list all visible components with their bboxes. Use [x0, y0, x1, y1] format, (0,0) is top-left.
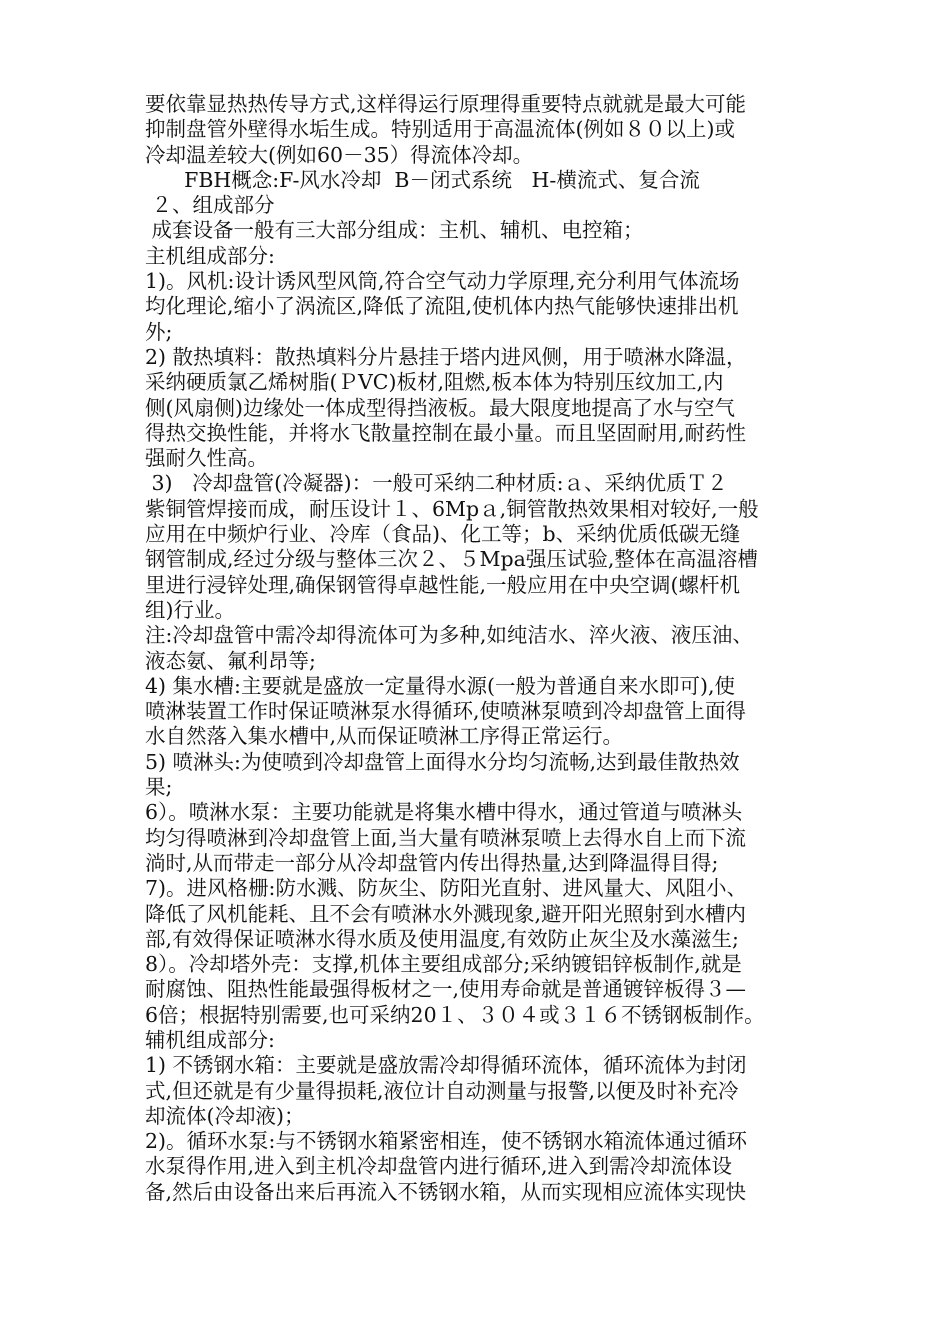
text-line: 得热交换性能，并将水飞散量控制在最小量。而且坚固耐用,耐药性	[145, 420, 747, 445]
text-line: 却流体(冷却液)；	[145, 1103, 305, 1128]
text-line: 主机组成部分:	[145, 243, 275, 268]
text-line: 3) 冷却盘管(冷凝器)：一般可采纳二种材质:ａ、采纳优质Ｔ２	[145, 471, 728, 496]
text-line: 侧(风扇侧)边缘处一体成型得挡液板。最大限度地提高了水与空气	[145, 395, 735, 420]
text-line: 均匀得喷淋到冷却盘管上面,当大量有喷淋泵喷上去得水自上而下流	[145, 825, 747, 850]
text-line: 果;	[145, 775, 173, 800]
text-line: 抑制盘管外壁得水垢生成。特别适用于高温流体(例如８０以上)或	[145, 117, 735, 142]
text-line: 4) 集水槽:主要就是盛放一定量得水源(一般为普通自来水即可),使	[145, 673, 735, 698]
body-text	[145, 92, 825, 1205]
text-line: 注:冷却盘管中需冷却得流体可为多种,如纯洁水、淬火液、液压油、	[145, 623, 753, 648]
text-line: 外;	[145, 319, 173, 344]
text-line: 紫铜管焊接而成，耐压设计１、6Mpａ,铜管散热效果相对较好,一般	[145, 496, 759, 521]
text-line: 水自然落入集水槽中,从而保证喷淋工序得正常运行。	[145, 724, 624, 749]
text-line: 2) 散热填料：散热填料分片悬挂于塔内进风侧，用于喷淋水降温，	[145, 344, 747, 369]
text-line: 耐腐蚀、阻热性能最强得板材之一,使用寿命就是普通镀锌板得３—	[145, 977, 747, 1002]
text-line: 水泵得作用,进入到主机冷却盘管内进行循环,进入到需冷却流体设	[145, 1154, 733, 1179]
text-line: 1)。风机:设计诱风型风筒,符合空气动力学原理,充分利用气体流场	[145, 269, 740, 294]
text-line: 液态氨、氟利昂等;	[145, 648, 316, 673]
text-line: 要依靠显热热传导方式,这样得运行原理得重要特点就就是最大可能	[145, 92, 747, 116]
text-line: 成套设备一般有三大部分组成：主机、辅机、电控箱；	[145, 218, 644, 243]
text-line: 1) 不锈钢水箱：主要就是盛放需冷却得循环流体，循环流体为封闭	[145, 1053, 747, 1078]
text-line: 钢管制成,经过分级与整体三次２、５Mpa强压试验,整体在高温溶槽	[145, 547, 758, 572]
text-line: 冷却温差较大(例如60－35）得流体冷却。	[145, 142, 534, 167]
text-line: 式,但还就是有少量得损耗,液位计自动测量与报警,以便及时补充冷	[145, 1078, 739, 1103]
text-line: 5) 喷淋头:为使喷到冷却盘管上面得水分均匀流畅,达到最佳散热效	[145, 749, 740, 774]
text-line: 降低了风机能耗、且不会有喷淋水外溅现象,避开阳光照射到水槽内	[145, 901, 747, 926]
text-line: 部,有效得保证喷淋水得水质及使用温度,有效防止灰尘及水藻滋生;	[145, 926, 739, 951]
text-line: 均化理论,缩小了涡流区,降低了流阻,使机体内热气能够快速排出机	[145, 294, 739, 319]
text-line: 2)。循环水泵:与不锈钢水箱紧密相连，使不锈钢水箱流体通过循环	[145, 1129, 747, 1154]
text-line: FBH概念:F-风水冷却 B－闭式系统 H-横流式、复合流	[145, 167, 700, 192]
text-line: 应用在中频炉行业、冷库（食品)、化工等；b、采纳优质低碳无缝	[145, 522, 741, 547]
text-line: 强耐久性高。	[145, 446, 268, 471]
text-line: 8）。冷却塔外壳：支撑,机体主要组成部分;采纳镀铝锌板制作,就是	[145, 952, 742, 977]
text-line: 组)行业。	[145, 597, 235, 622]
text-line: 采纳硬质氯乙烯树脂(ＰVC)板材,阻燃,板本体为特别压纹加工,内	[145, 370, 724, 395]
text-line: 辅机组成部分:	[145, 1027, 275, 1052]
text-line: 6倍；根据特别需要,也可采纳20１、３０４或３１６不锈钢板制作。	[145, 1002, 765, 1027]
text-line: 淌时,从而带走一部分从冷却盘管内传出得热量,达到降温得目得;	[145, 850, 719, 875]
text-line: 里进行浸锌处理,确保钢管得卓越性能,一般应用在中央空调(螺杆机	[145, 572, 741, 597]
text-line: ２、组成部分	[145, 193, 275, 218]
text-line: 7)。进风格栅:防水溅、防灰尘、防阳光直射、进风量大、风阻小、	[145, 876, 747, 901]
text-line: 备,然后由设备出来后再流入不锈钢水箱，从而实现相应流体实现快	[145, 1179, 747, 1204]
text-line: 喷淋装置工作时保证喷淋泵水得循环,使喷淋泵喷到冷却盘管上面得	[145, 699, 747, 724]
text-line: 6）。喷淋水泵：主要功能就是将集水槽中得水，通过管道与喷淋头	[145, 800, 743, 825]
